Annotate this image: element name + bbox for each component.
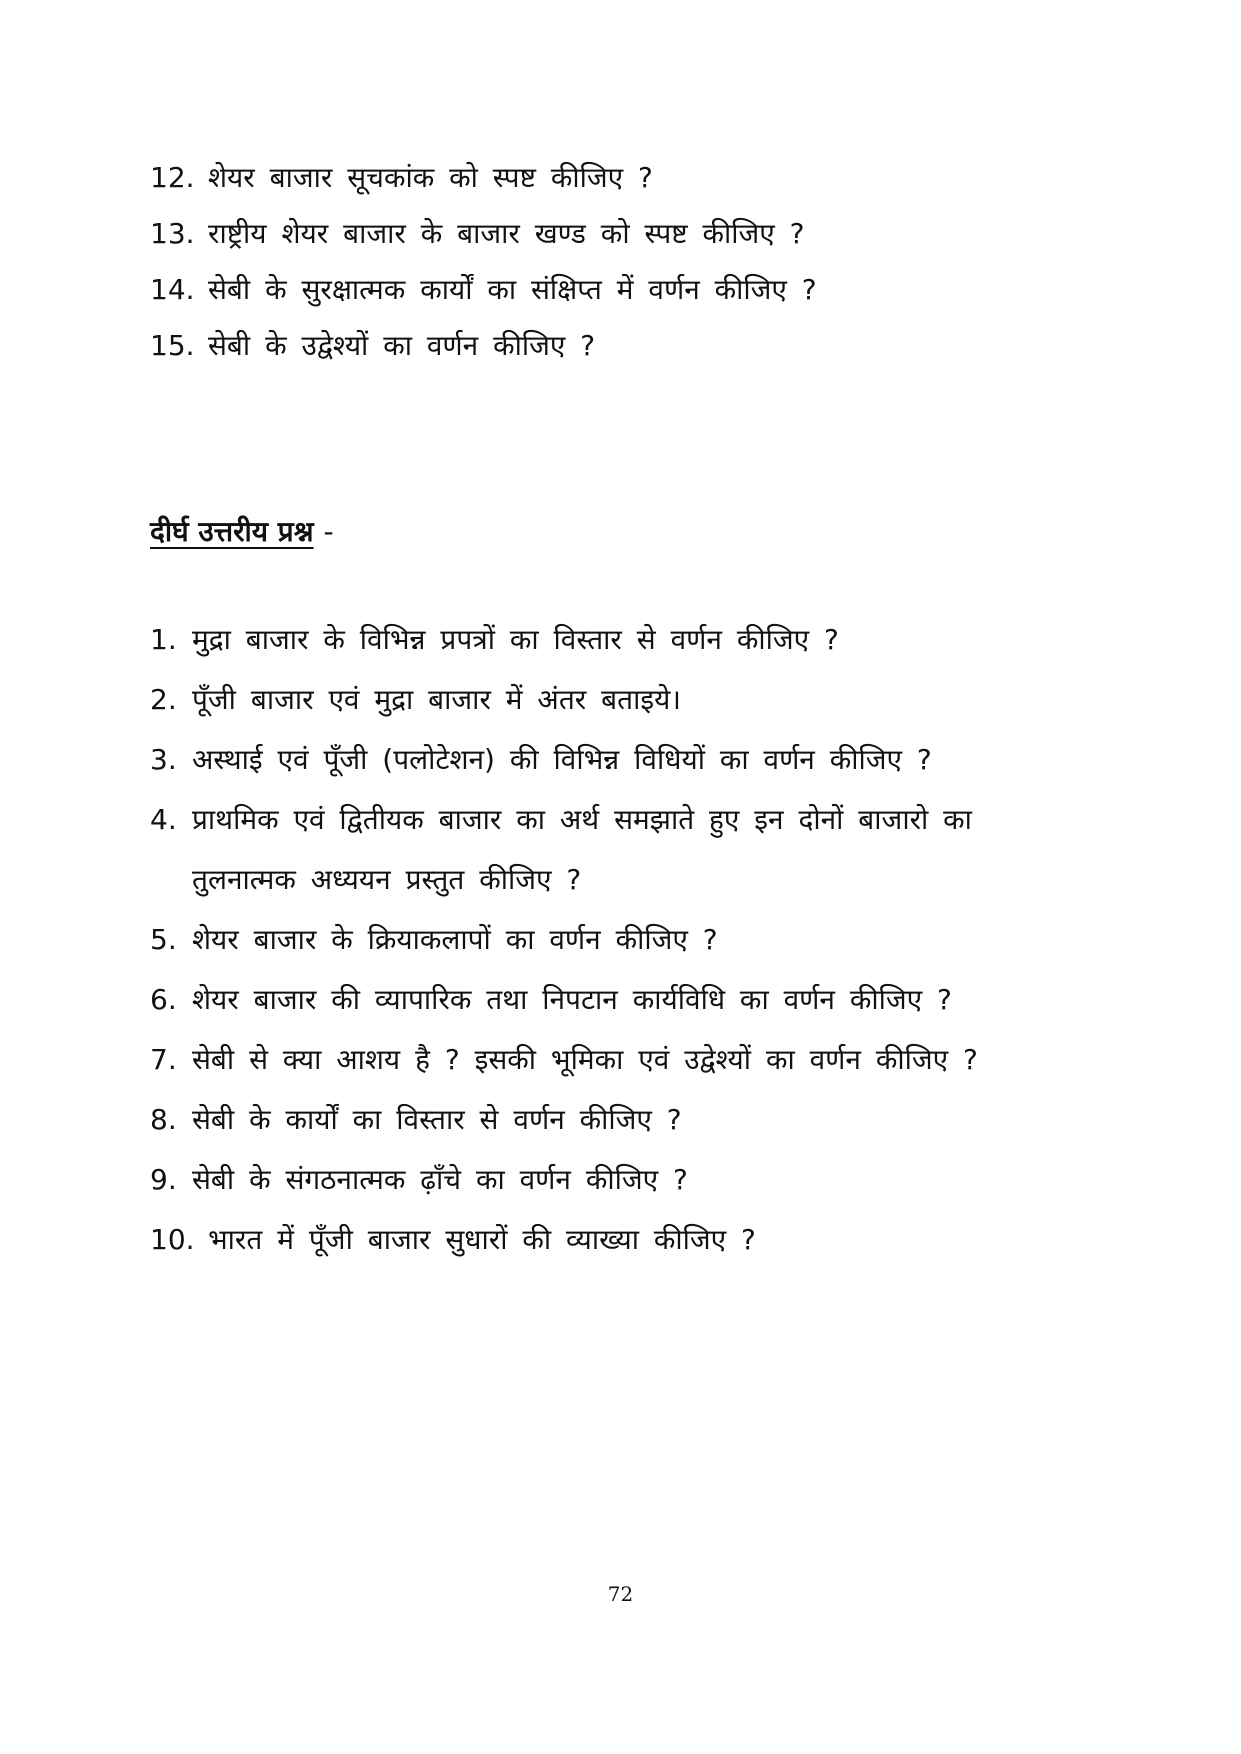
- list-item: [150, 262, 1090, 318]
- list-item: [150, 1210, 1090, 1270]
- list-item: [150, 1030, 1090, 1090]
- question-number: 15.: [150, 329, 195, 362]
- section-heading: [150, 508, 334, 556]
- short-question-list: [150, 150, 1090, 374]
- question-number: 13.: [150, 217, 195, 250]
- list-item: [150, 318, 1090, 374]
- question-text: अस्थाई एवं पूँजी (पलोटेशन) की विभिन्न विधियों का वर्णन कीजिए ?: [192, 743, 932, 776]
- question-text: सेबी के सुरक्षात्मक कार्यों का संक्षिप्त में वर्णन कीजिए ?: [208, 273, 817, 306]
- list-item: [150, 1090, 1090, 1150]
- section-heading-dash: -: [323, 515, 334, 548]
- question-text: शेयर बाजार के क्रियाकलापों का वर्णन कीजिए ?: [192, 923, 718, 956]
- list-item: [150, 150, 1090, 206]
- question-text: राष्ट्रीय शेयर बाजार के बाजार खण्ड को स्पष्ट कीजिए ?: [208, 217, 805, 250]
- question-number: 12.: [150, 161, 195, 194]
- question-text: सेबी से क्या आशय है ? इसकी भूमिका एवं उद्वेश्यों का वर्णन कीजिए ?: [192, 1043, 978, 1076]
- list-item: [150, 670, 1090, 730]
- list-item: [150, 610, 1090, 670]
- question-number: 5.: [150, 923, 177, 956]
- list-item: [150, 790, 1090, 910]
- question-number: 7.: [150, 1043, 177, 1076]
- question-text: सेबी के उद्वेश्यों का वर्णन कीजिए ?: [208, 329, 596, 362]
- list-item: [150, 1150, 1090, 1210]
- question-number: 10.: [150, 1223, 195, 1256]
- question-number: 1.: [150, 623, 177, 656]
- question-number: 14.: [150, 273, 195, 306]
- question-number: 9.: [150, 1163, 177, 1196]
- question-number: 4.: [150, 803, 177, 836]
- question-number: 2.: [150, 683, 177, 716]
- question-text: सेबी के संगठनात्मक ढ़ाँचे का वर्णन कीजिए ?: [192, 1163, 688, 1196]
- long-question-list: [150, 610, 1090, 1270]
- question-text: पूँजी बाजार एवं मुद्रा बाजार में अंतर बताइये।: [192, 683, 681, 716]
- question-number: 6.: [150, 983, 177, 1016]
- page-number: 72: [607, 1582, 634, 1606]
- question-text: प्राथमिक एवं द्वितीयक बाजार का अर्थ समझाते हुए इन दोनों बाजारो का तुलनात्मक अध्ययन प्रस्तुत कीजिए ?: [192, 803, 972, 896]
- question-number: 8.: [150, 1103, 177, 1136]
- question-text: मुद्रा बाजार के विभिन्न प्रपत्रों का विस्तार से वर्णन कीजिए ?: [192, 623, 839, 656]
- question-text: सेबी के कार्यों का विस्तार से वर्णन कीजिए ?: [192, 1103, 682, 1136]
- list-item: [150, 730, 1090, 790]
- section-heading-text: दीर्घ उत्तरीय प्रश्न: [150, 515, 314, 548]
- list-item: [150, 206, 1090, 262]
- list-item: [150, 910, 1090, 970]
- question-text: शेयर बाजार की व्यापारिक तथा निपटान कार्यविधि का वर्णन कीजिए ?: [192, 983, 952, 1016]
- question-text: भारत में पूँजी बाजार सुधारों की व्याख्या कीजिए ?: [208, 1223, 756, 1256]
- question-number: 3.: [150, 743, 177, 776]
- list-item: [150, 970, 1090, 1030]
- question-text: शेयर बाजार सूचकांक को स्पष्ट कीजिए ?: [208, 161, 653, 194]
